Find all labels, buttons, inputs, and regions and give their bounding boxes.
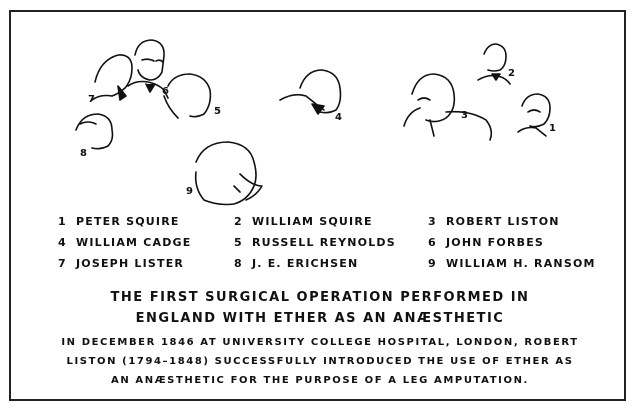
key-name: JOSEPH LISTER	[76, 257, 185, 270]
key-number: 5	[234, 236, 243, 249]
key-name: WILLIAM CADGE	[76, 236, 192, 249]
key-number: 2	[234, 215, 243, 228]
figure-number-5: 5	[214, 106, 221, 117]
figure-outline-3	[404, 74, 491, 140]
key-entry-4	[58, 236, 192, 249]
key-name: WILLIAM H. RANSOM	[446, 257, 596, 270]
figure-outline-9	[196, 142, 262, 205]
key-number: 9	[428, 257, 437, 270]
key-entry-1	[58, 215, 180, 228]
key-entry-8	[234, 257, 358, 270]
figure-outline-7	[92, 55, 132, 100]
key-entry-2	[234, 215, 373, 228]
key-entry-6	[428, 236, 544, 249]
figure-number-6: 6	[162, 86, 169, 97]
figure-number-8: 8	[80, 148, 87, 159]
figure-outline-8	[76, 114, 113, 149]
key-number: 7	[58, 257, 67, 270]
figure-outline-4	[280, 70, 341, 114]
figure-outline-2	[478, 44, 510, 84]
title-line-2: ENGLAND WITH ETHER AS AN ANÆSTHETIC	[135, 311, 505, 326]
key-name: WILLIAM SQUIRE	[252, 215, 373, 228]
key-entry-7	[58, 257, 184, 270]
key-entry-9	[428, 257, 596, 270]
key-name: RUSSELL REYNOLDS	[252, 236, 396, 249]
title-line-1: THE FIRST SURGICAL OPERATION PERFORMED IN	[110, 290, 530, 305]
figure-outline-5	[164, 74, 210, 118]
caption-line-2: LISTON (1794–1848) SUCCESSFULLY INTRODUCED THE USE OF ETHER AS	[66, 356, 574, 367]
key-number: 8	[234, 257, 243, 270]
key-number: 1	[58, 215, 67, 228]
key-name: ROBERT LISTON	[446, 215, 560, 228]
figure-number-7: 7	[88, 94, 95, 105]
figure-outline-1	[518, 94, 550, 136]
key-entry-3	[428, 215, 560, 228]
figure-number-3: 3	[461, 110, 468, 121]
key-number: 4	[58, 236, 67, 249]
key-name: JOHN FORBES	[446, 236, 545, 249]
key-number: 6	[428, 236, 437, 249]
caption-line-1: IN DECEMBER 1846 AT UNIVERSITY COLLEGE HOSPITAL, LONDON, ROBERT	[61, 337, 579, 348]
figure-number-9: 9	[186, 186, 193, 197]
key-name: PETER SQUIRE	[76, 215, 180, 228]
key-name: J. E. ERICHSEN	[252, 257, 359, 270]
key-number: 3	[428, 215, 437, 228]
key-entry-5	[234, 236, 396, 249]
figure-number-1: 1	[549, 123, 556, 134]
figure-number-2: 2	[508, 68, 515, 79]
caption-line-3: AN ANÆSTHETIC FOR THE PURPOSE OF A LEG AMPUTATION.	[111, 375, 529, 386]
figure-number-4: 4	[335, 112, 342, 123]
